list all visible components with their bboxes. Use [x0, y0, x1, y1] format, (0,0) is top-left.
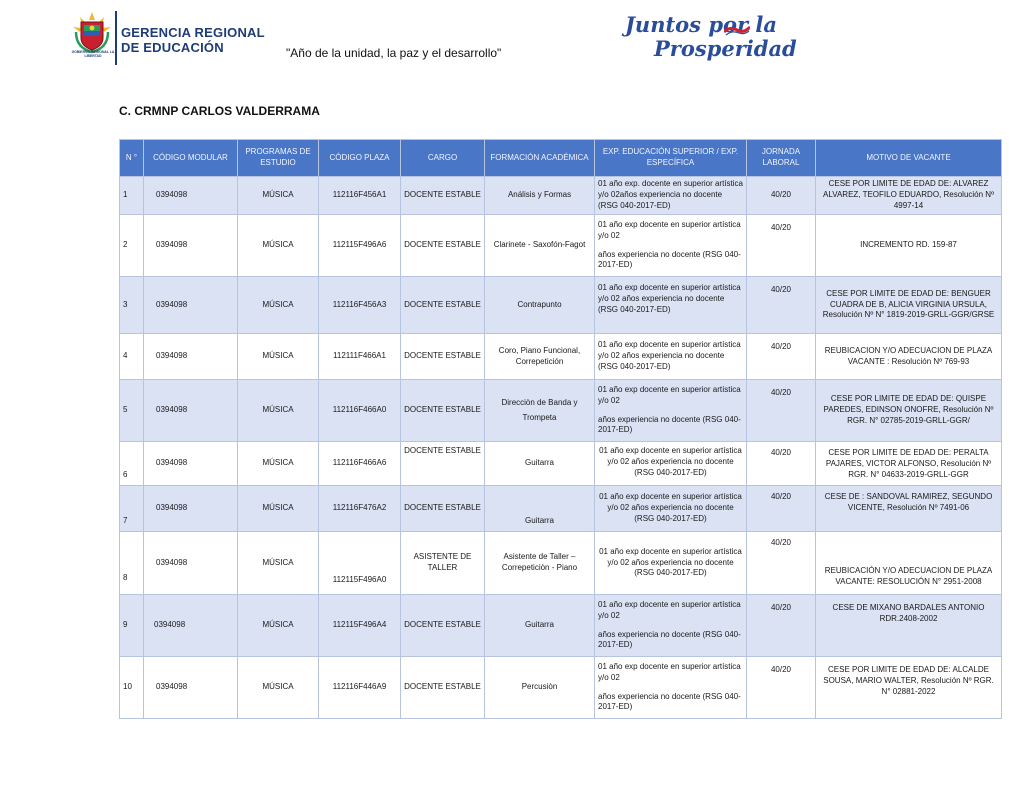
year-motto: "Año de la unidad, la paz y el desarrollo" [286, 46, 502, 60]
table-row [120, 657, 1002, 719]
header-programas: PROGRAMAS DE ESTUDIO [238, 140, 319, 177]
table-row [120, 215, 1002, 277]
cell-cargo: DOCENTE ESTABLE [401, 277, 485, 334]
cell-experiencia: 01 año exp docente en superior artística y/o 02 años experiencia no docente (RSG 040-2017-ED) [595, 442, 747, 486]
cell-cargo: DOCENTE ESTABLE [401, 380, 485, 442]
cell-n: 6 [120, 442, 144, 486]
cell-codigo: 0394098 [144, 277, 238, 334]
cell-jornada: 40/20 [747, 532, 816, 595]
cell-experiencia [595, 657, 747, 719]
cell-codigo: 0394098 [144, 657, 238, 719]
table-row [120, 595, 1002, 657]
exp-line2: años experiencia no docente (RSG 040-2017-ED) [598, 691, 741, 712]
cell-codigo: 0394098 [144, 380, 238, 442]
peru-flag-icon [724, 24, 750, 36]
cell-jornada: 40/20 [747, 380, 816, 442]
cell-motivo: CESE DE : SANDOVAL RAMIREZ, SEGUNDO VICENTE, Resolución Nº 7491-06 [816, 486, 1002, 532]
cell-n: 8 [120, 532, 144, 595]
org-name-line2: DE EDUCACIÓN [121, 40, 224, 55]
cell-formacion: Guitarra [485, 486, 595, 532]
cell-jornada: 40/20 [747, 486, 816, 532]
header-jornada: JORNADA LABORAL [747, 140, 816, 177]
cell-plaza: 112116F456A3 [319, 277, 401, 334]
header-codigo-modular: CÓDIGO MODULAR [144, 140, 238, 177]
cell-motivo: CESE POR LIMITE DE EDAD DE: ALVAREZ ALVAREZ, TEOFILO EDUARDO, Resolución Nº 4997-14 [816, 177, 1002, 215]
cell-plaza: 112115F496A6 [319, 215, 401, 277]
cell-motivo: CESE DE MIXANO BARDALES ANTONIO RDR.2408-2002 [816, 595, 1002, 657]
formacion-line2: Trompeta [522, 412, 557, 422]
cell-programa: MÚSICA [238, 657, 319, 719]
cell-jornada: 40/20 [747, 595, 816, 657]
table-row [120, 380, 1002, 442]
header-motivo: MOTIVO DE VACANTE [816, 140, 1002, 177]
cell-plaza: 112116F456A1 [319, 177, 401, 215]
header-codigo-plaza: CÓDIGO PLAZA [319, 140, 401, 177]
table-row [120, 486, 1002, 532]
section-title: C. CRMNP CARLOS VALDERRAMA [119, 104, 320, 118]
cell-experiencia [595, 595, 747, 657]
cell-plaza: 112115F496A0 [319, 532, 401, 595]
cell-formacion: Guitarra [485, 442, 595, 486]
cell-formacion [485, 380, 595, 442]
cell-experiencia [595, 380, 747, 442]
cell-n: 10 [120, 657, 144, 719]
formacion-line1: Direcciòn de Banda y [501, 397, 578, 407]
header-experiencia: EXP. EDUCACIÓN SUPERIOR / EXP. ESPECÍFICA [595, 140, 747, 177]
cell-motivo: CESE POR LIMITE DE EDAD DE: ALCALDE SOUSA, MARIO WALTER, Resolución Nº RGR. N° 02881-2022 [816, 657, 1002, 719]
cell-codigo: 0394098 [144, 595, 238, 657]
slogan-line1: Juntos por la [625, 12, 777, 37]
cell-experiencia: 01 año exp docente en superior artística y/o 02 años experiencia no docente (RSG 040-2017-ED) [595, 532, 747, 595]
cell-n: 9 [120, 595, 144, 657]
cell-cargo: DOCENTE ESTABLE [401, 486, 485, 532]
exp-line1: 01 año exp docente en superior artística y/o 02 [598, 219, 741, 240]
cell-motivo: REUBICACION Y/O ADECUACION DE PLAZA VACANTE : Resolución Nº 769-93 [816, 334, 1002, 380]
cell-jornada: 40/20 [747, 277, 816, 334]
exp-line1: 01 año exp docente en superior artística y/o 02 [598, 384, 741, 405]
cell-cargo: DOCENTE ESTABLE [401, 657, 485, 719]
cell-plaza: 112116F446A9 [319, 657, 401, 719]
cell-plaza: 112111F466A1 [319, 334, 401, 380]
cell-codigo: 0394098 [144, 486, 238, 532]
cell-codigo: 0394098 [144, 177, 238, 215]
cell-cargo: DOCENTE ESTABLE [401, 215, 485, 277]
cell-codigo: 0394098 [144, 532, 238, 595]
cell-plaza: 112116F476A2 [319, 486, 401, 532]
cell-jornada: 40/20 [747, 442, 816, 486]
exp-line1: 01 año exp docente en superior artística y/o 02 [598, 661, 741, 682]
cell-motivo: INCREMENTO RD. 159-87 [816, 215, 1002, 277]
cell-jornada: 40/20 [747, 177, 816, 215]
cell-formacion: Percusiòn [485, 657, 595, 719]
cell-programa: MÚSICA [238, 532, 319, 595]
cell-cargo: DOCENTE ESTABLE [401, 442, 485, 486]
cell-n: 2 [120, 215, 144, 277]
vacancy-table [119, 139, 1002, 719]
cell-formacion: Análisis y Formas [485, 177, 595, 215]
cell-programa: MÚSICA [238, 380, 319, 442]
table-row [120, 532, 1002, 595]
cell-n: 4 [120, 334, 144, 380]
cell-n: 7 [120, 486, 144, 532]
cell-programa: MÚSICA [238, 177, 319, 215]
cell-n: 5 [120, 380, 144, 442]
table-row [120, 442, 1002, 486]
cell-n: 3 [120, 277, 144, 334]
cell-jornada: 40/20 [747, 215, 816, 277]
cell-jornada: 40/20 [747, 334, 816, 380]
exp-line2: años experiencia no docente (RSG 040-2017-ED) [598, 414, 741, 435]
cell-plaza: 112116F466A0 [319, 380, 401, 442]
cell-cargo: DOCENTE ESTABLE [401, 334, 485, 380]
header-cargo: CARGO [401, 140, 485, 177]
table-row [120, 334, 1002, 380]
table-header-row [120, 140, 1002, 177]
cell-experiencia [595, 215, 747, 277]
cell-formacion: Contrapunto [485, 277, 595, 334]
cell-cargo: ASISTENTE DE TALLER [401, 532, 485, 595]
cell-experiencia: 01 año exp docente en superior artística y/o 02 años experiencia no docente (RSG 040-2017-ED) [595, 486, 747, 532]
cell-formacion: Guitarra [485, 595, 595, 657]
cell-plaza: 112115F496A4 [319, 595, 401, 657]
cell-n: 1 [120, 177, 144, 215]
cell-plaza: 112116F466A6 [319, 442, 401, 486]
header-divider [115, 11, 117, 65]
cell-experiencia: 01 año exp. docente en superior artística y/o 02años experiencia no docente (RSG 040-2017-ED) [595, 177, 747, 215]
cell-motivo: CESE POR LIMITE DE EDAD DE: PERALTA PAJARES, VICTOR ALFONSO, Resolución Nº RGR. N° 04633-2019-GRLL-GGR [816, 442, 1002, 486]
org-name-line1: GERENCIA REGIONAL [121, 25, 265, 40]
cell-motivo: CESE POR LIMITE DE EDAD DE: BENGUER CUADRA DE B, ALICIA VIRGINIA URSULA, Resolución Nº N° 1819-2019-GRLL-GGR/GRSE [816, 277, 1002, 334]
cell-jornada: 40/20 [747, 657, 816, 719]
cell-experiencia: 01 año exp docente en superior artística y/o 02 años experiencia no docente (RSG 040-2017-ED) [595, 334, 747, 380]
cell-programa: MÚSICA [238, 277, 319, 334]
cell-cargo: DOCENTE ESTABLE [401, 595, 485, 657]
cell-programa: MÚSICA [238, 595, 319, 657]
cell-codigo: 0394098 [144, 334, 238, 380]
cell-programa: MÚSICA [238, 486, 319, 532]
cell-formacion: Coro, Piano Funcional, Correpetición [485, 334, 595, 380]
exp-line1: 01 año exp docente en superior artística y/o 02 [598, 599, 741, 620]
cell-codigo: 0394098 [144, 215, 238, 277]
cell-motivo: CESE POR LIMITE DE EDAD DE: QUISPE PAREDES, EDINSON ONOFRE, Resolución Nº RGR. N° 02785-2019-GRLL-GGR/ [816, 380, 1002, 442]
cell-programa: MÚSICA [238, 215, 319, 277]
cell-cargo: DOCENTE ESTABLE [401, 177, 485, 215]
header-formacion: FORMACIÓN ACADÉMICA [485, 140, 595, 177]
cell-formacion: Asistente de Taller – Correpeticiòn - Piano [485, 532, 595, 595]
table-row [120, 277, 1002, 334]
exp-line2: años experiencia no docente (RSG 040-2017-ED) [598, 629, 741, 650]
cell-codigo: 0394098 [144, 442, 238, 486]
cell-programa: MÚSICA [238, 334, 319, 380]
exp-line2: años experiencia no docente (RSG 040-2017-ED) [598, 249, 741, 270]
header-n: N ° [120, 140, 144, 177]
coat-of-arms-icon [68, 12, 116, 54]
slogan-line2: Prosperidad [654, 36, 797, 61]
cell-programa: MÚSICA [238, 442, 319, 486]
cell-motivo: REUBICACIÓN Y/O ADECUACION DE PLAZA VACANTE: RESOLUCIÓN N° 2951-2008 [816, 532, 1002, 595]
cell-formacion: Clarinete - Saxofón-Fagot [485, 215, 595, 277]
logo-caption: GOBIERNO REGIONAL LA LIBERTAD [71, 50, 115, 58]
cell-experiencia: 01 año exp docente en superior artística y/o 02 años experiencia no docente (RSG 040-2017-ED) [595, 277, 747, 334]
table-row [120, 177, 1002, 215]
